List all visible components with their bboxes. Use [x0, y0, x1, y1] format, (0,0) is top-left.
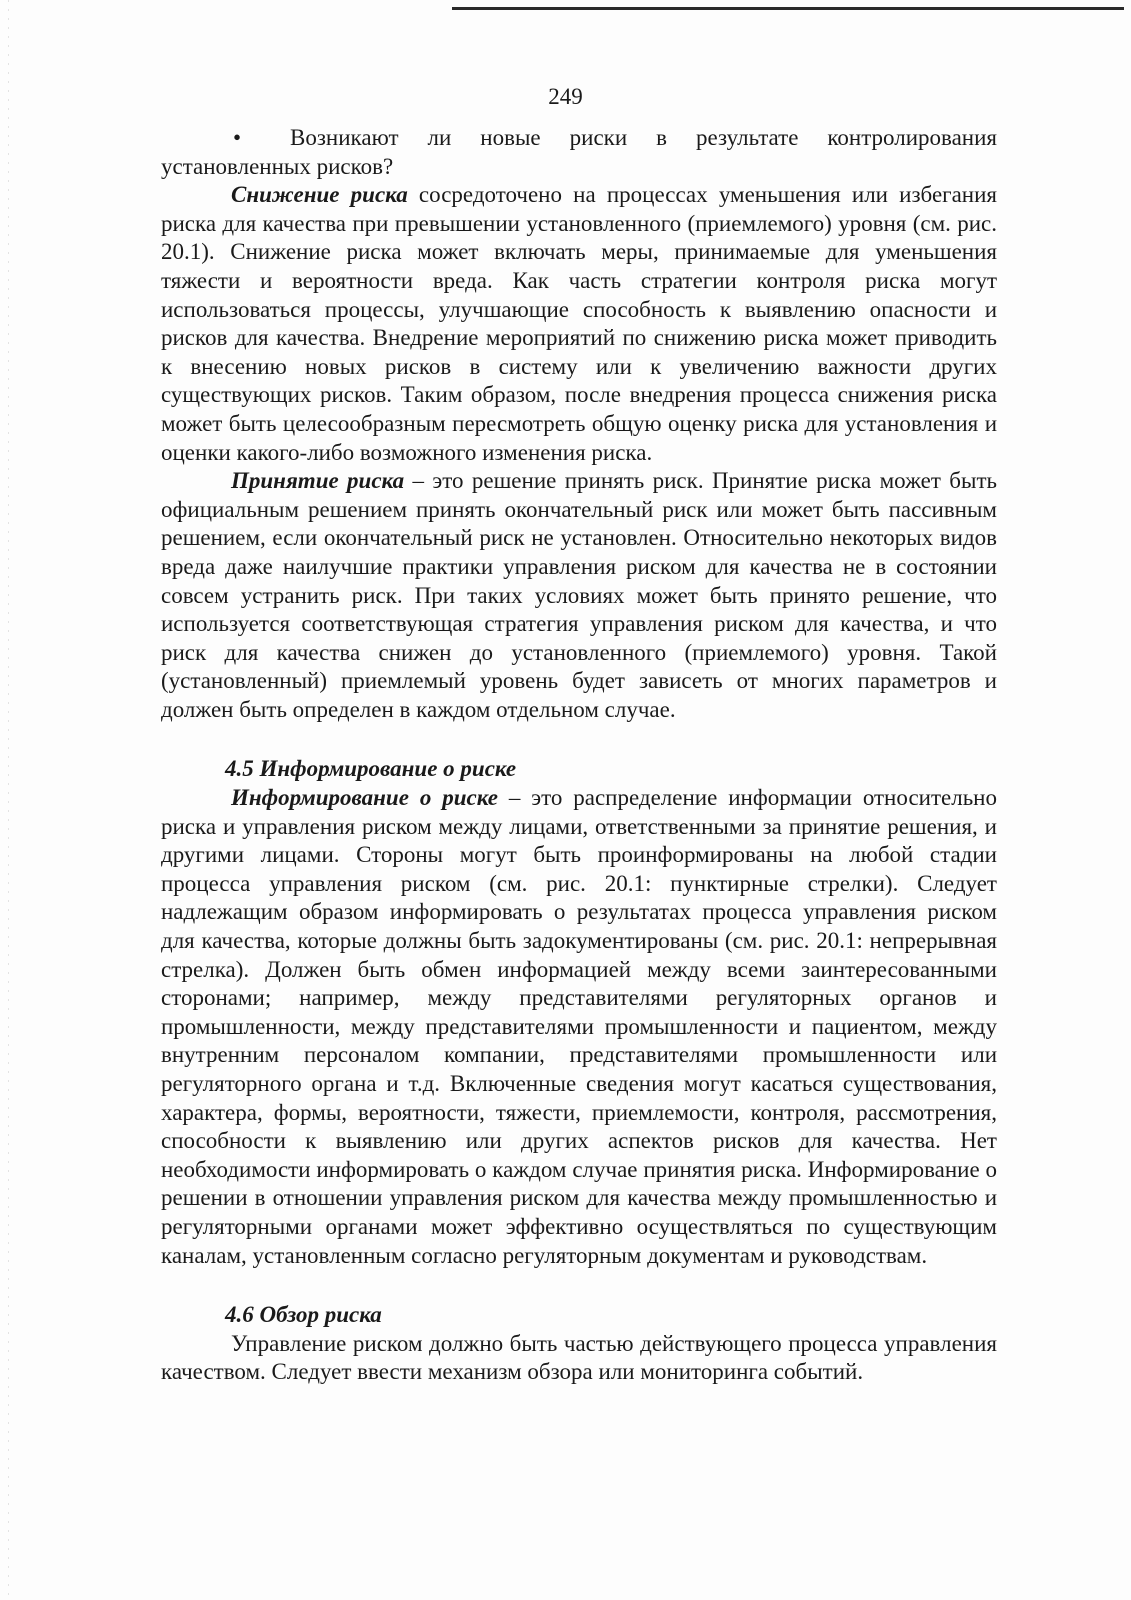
- term-risk-acceptance: Принятие риска: [231, 468, 405, 494]
- paragraph-text: – это решение принять риск. Принятие риска может быть официальным решением принять окончательный риск или может быть пассивным решением, если окончательный риск не установлен. Относительно некоторых видов вреда даже наилучшие практики управления риском для качества не в состоянии совсем устранить риск. При таких условиях может быть принято решение, что используется соответствующая стратегия управления риском для качества, и что риск для качества снижен до установленного (приемлемого) уровня. Такой (установленный) приемлемый уровень будет зависеть от многих параметров и должен быть определен в каждом отдельном случае.: [161, 468, 998, 722]
- paragraph-risk-review: [161, 1330, 997, 1387]
- paragraph-text: сосредоточено на процессах уменьшения или избегания риска для качества при превышении установленного (приемлемого) уровня (см. рис. 20.1). Снижение риска может включать меры, принимаемые для уменьшения тяжести и вероятности вреда. Как часть стратегии контроля риска могут использоваться процессы, улучшающие способность к выявлению опасности и рисков для качества. Внедрение мероприятий по снижению риска может приводить к внесению новых рисков в систему или к увеличению важности других существующих рисков. Таким образом, после внедрения процесса снижения риска может быть целесообразным пересмотреть общую оценку риска для установления и оценки какого-либо возможного изменения риска.: [161, 182, 997, 465]
- paragraph-text: Управление риском должно быть частью действующего процесса управления качеством. Следует ввести механизм обзора или мониторинга событий.: [161, 1330, 997, 1385]
- bullet-mark: •: [233, 125, 242, 150]
- bullet-item: [161, 124, 997, 181]
- paragraph-text: – это распределение информации относительно риска и управления риском между лицами, ответственными за принятие решения, и другими лицами. Стороны могут быть проинформированы на любой стадии процесса управления риском (см. рис. 20.1: пунктирные стрелки). Следует надлежащим образом информировать о результатах процесса управления риском для качества, которые должны быть задокументированы (см. рис. 20.1: непрерывная стрелка). Должен быть обмен информацией между всеми заинтересованными сторонами; например, между представителями регуляторных органов и промышленности, между представителями промышленности и пациентом, между внутренним персоналом компании, представителями промышленности или регуляторного органа и т.д. Включенные сведения могут касаться существования, характера, формы, вероятности, тяжести, приемлемости, контроля, рассмотрения, способности к выявлению или других аспектов рисков для качества. Нет необходимости информировать о каждом случае принятия риска. Информирование о решении в отношении управления риском для качества между промышленностью и регуляторными органами может эффективно осуществляться по существующим каналам, установленным согласно регуляторным документам и руководствам.: [161, 785, 997, 1268]
- section-heading-4-5: 4.5 Информирование о риске: [225, 756, 517, 782]
- scan-edge: [8, 0, 9, 1600]
- section-heading-4-6: 4.6 Обзор риска: [225, 1302, 382, 1328]
- term-risk-reduction: Снижение риска: [231, 182, 408, 208]
- paragraph-risk-reduction: [161, 181, 997, 467]
- bullet-text: Возникают ли новые риски в результате контролирования установленных рисков?: [161, 125, 997, 179]
- page-number: 249: [548, 84, 583, 109]
- top-rule: [452, 7, 1124, 10]
- term-risk-communication: Информирование о риске: [231, 785, 498, 811]
- page-body: [161, 124, 997, 1387]
- paragraph-risk-acceptance: [161, 467, 997, 724]
- paragraph-risk-communication: [161, 784, 997, 1270]
